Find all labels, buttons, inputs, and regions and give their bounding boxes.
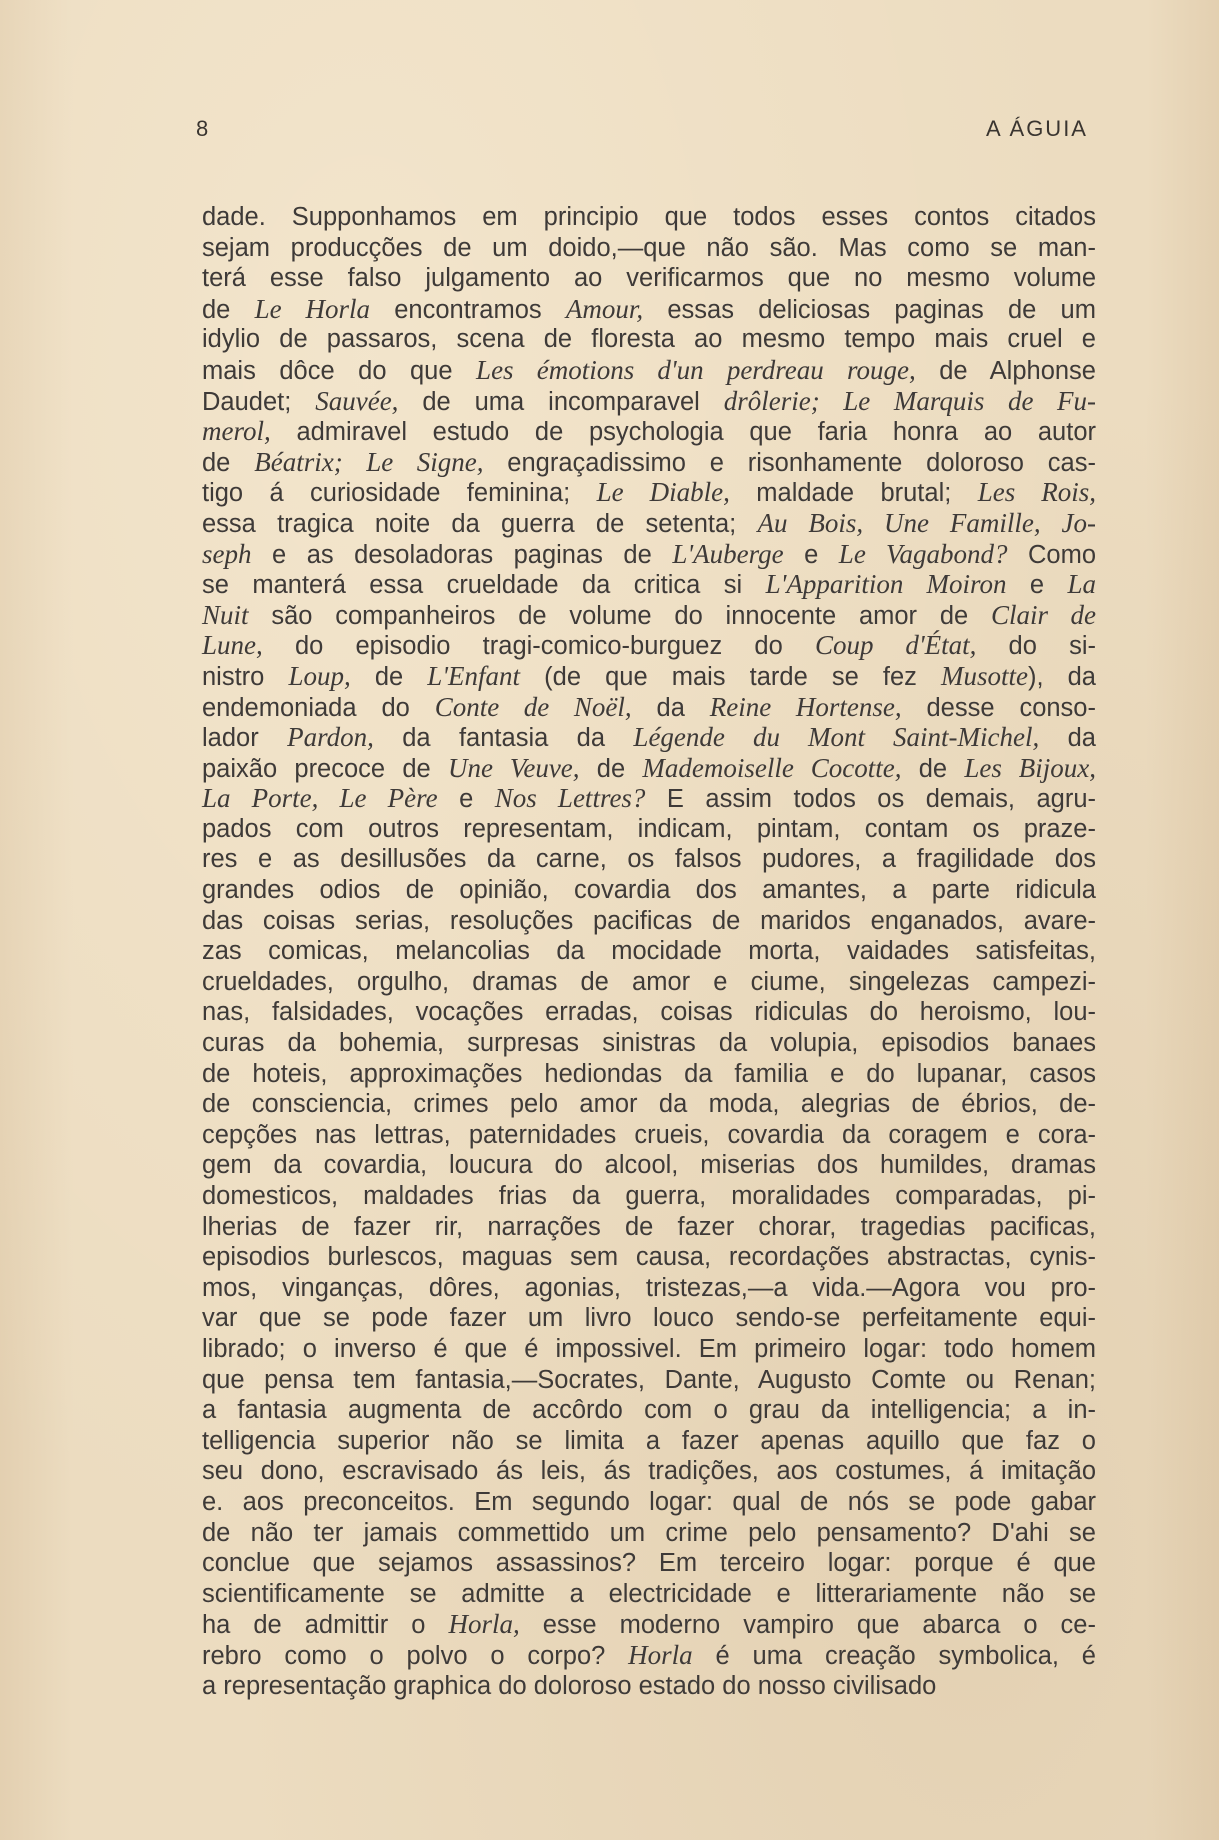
text-run: (de que mais tarde se fez: [520, 662, 941, 691]
text-line: [202, 1548, 1096, 1579]
text-run: de não ter jamais commettido um crime pelo pensamento? D'ahi se: [202, 1518, 1096, 1547]
text-line: [202, 263, 1096, 294]
italic-title: Sauvée,: [315, 385, 399, 416]
text-line: [202, 1365, 1096, 1396]
text-run: librado; o inverso é que é impossivel. Em primeiro logar: todo homem: [202, 1334, 1096, 1363]
text-run: esse moderno vampiro que abarca o ce-: [519, 1611, 1096, 1640]
text-run: lherias de fazer rir, narrações de fazer chorar, tragedias pacificas,: [202, 1212, 1096, 1241]
text-line: [202, 569, 1096, 600]
text-run: seu dono, escravisado ás leis, ás tradições, aos costumes, á imitação: [202, 1457, 1096, 1486]
text-line: [202, 1456, 1096, 1487]
text-run: Como: [1007, 540, 1097, 569]
text-line: [202, 1089, 1096, 1120]
text-run: ), da: [1027, 662, 1096, 691]
italic-title: Le Diable,: [596, 477, 730, 508]
text-line: [202, 630, 1096, 661]
text-line: [202, 1212, 1096, 1243]
text-run: desse conso-: [901, 693, 1096, 722]
text-line: [202, 1426, 1096, 1457]
text-line: [202, 722, 1096, 753]
text-run: E assim todos os demais, agru-: [645, 785, 1097, 814]
text-run: de uma incomparavel: [398, 387, 724, 416]
text-run: de hoteis, approximações hediondas da familia e do lupanar, casos: [202, 1059, 1096, 1088]
text-line: [202, 447, 1096, 478]
text-line: [202, 967, 1096, 998]
italic-title: Les Bijoux,: [964, 752, 1096, 783]
text-line: [202, 997, 1096, 1028]
italic-title: Légende du Mont Saint-Michel,: [633, 722, 1040, 753]
text-run: Daudet;: [202, 387, 316, 416]
italic-title: merol,: [202, 416, 271, 447]
italic-title: Le Vagabond?: [838, 538, 1008, 569]
italic-title: Une Veuve,: [447, 752, 580, 783]
text-line: [202, 600, 1096, 631]
text-run: de Alphonse: [915, 356, 1096, 385]
text-run: telligencia superior não se limita a fazer apenas aquillo que faz o: [202, 1426, 1096, 1455]
text-run: cepções nas lettras, paternidades crueis, covardia da coragem e cora-: [202, 1120, 1096, 1149]
text-run: gem da covardia, loucura do alcool, miserias dos humildes, dramas: [202, 1151, 1096, 1180]
text-run: se manterá essa crueldade da critica si: [202, 571, 766, 600]
text-run: episodios burlescos, maguas sem causa, recordações abstractas, cynis-: [202, 1243, 1096, 1272]
text-run: das coisas serias, resoluções pacificas de maridos enganados, avare-: [202, 906, 1096, 935]
text-line: [202, 1395, 1096, 1426]
text-line: [202, 355, 1096, 386]
text-run: mos, vinganças, dôres, agonias, tristezas,—a vida.—Agora vou pro-: [202, 1273, 1096, 1302]
text-line: [202, 233, 1096, 264]
text-line: [202, 1273, 1096, 1304]
italic-title: L'Enfant: [427, 660, 521, 691]
text-run: domesticos, maldades frias da guerra, moralidades comparadas, pi-: [202, 1182, 1096, 1210]
text-run: a fantasia augmenta de accôrdo com o grau da intelligencia; a in-: [202, 1396, 1096, 1425]
text-run: do episodio tragi-comico-burguez do: [262, 632, 815, 661]
text-line: [202, 539, 1096, 570]
text-line: [202, 661, 1096, 692]
text-run: ha de admittir o: [202, 1611, 449, 1640]
text-line: [202, 1303, 1096, 1334]
text-run: conclue que sejamos assassinos? Em terceiro logar: porque é que: [202, 1549, 1096, 1578]
text-run: essa tragica noite da guerra de setenta;: [202, 509, 758, 538]
italic-title: Horla: [628, 1639, 693, 1670]
italic-title: Coup d'État,: [814, 630, 977, 661]
text-run: dade. Supponhamos em principio que todos esses contos citados: [202, 203, 1096, 231]
text-run: da fantasia da: [373, 724, 634, 753]
italic-title: Clair de: [991, 599, 1096, 630]
italic-title: La: [1067, 569, 1096, 600]
text-line: [202, 1640, 1096, 1671]
text-line: [202, 324, 1096, 355]
text-line: [202, 1671, 1096, 1702]
text-line: [202, 783, 1096, 814]
italic-title: Conte de Noël,: [434, 691, 632, 722]
text-line: [202, 416, 1096, 447]
italic-title: Béatrix; Le Signe,: [254, 446, 484, 477]
text-run: endemoniada do: [202, 693, 435, 722]
text-line: [202, 692, 1096, 723]
text-line: [202, 1181, 1096, 1212]
text-run: zas comicas, melancolias da mocidade morta, vaidades satisfeitas,: [202, 937, 1096, 966]
italic-title: L'Apparition Moiron: [765, 569, 1007, 600]
text-run: sejam producções de um doido,—que não são. Mas como se man-: [202, 233, 1096, 262]
text-run: e: [783, 540, 839, 569]
text-run: curas da bohemia, surpresas sinistras da volupia, episodios banaes: [202, 1029, 1096, 1058]
text-run: scientificamente se admitte a electricidade e litterariamente não se: [202, 1579, 1096, 1608]
text-line: [202, 753, 1096, 784]
italic-title: seph: [202, 538, 252, 569]
body-text: [202, 202, 1096, 1701]
text-run: de: [202, 448, 255, 477]
italic-title: Horla,: [448, 1609, 520, 1640]
italic-title: Amour,: [565, 293, 644, 324]
text-run: essas deliciosas paginas de um: [643, 295, 1096, 324]
text-line: [202, 875, 1096, 906]
text-run: crueldades, orgulho, dramas de amor e ciume, singelezas campezi-: [202, 967, 1096, 996]
italic-title: Mademoiselle Cocotte,: [642, 752, 902, 783]
text-line: [202, 1609, 1096, 1640]
text-run: e: [1006, 571, 1068, 600]
text-run: paixão precoce de: [202, 754, 448, 783]
text-run: a representação graphica do doloroso estado do nosso civilisado: [202, 1671, 937, 1700]
text-run: pados com outros representam, indicam, pintam, contam os praze-: [202, 814, 1096, 843]
text-run: res e as desillusões da carne, os falsos pudores, a fragilidade dos: [202, 845, 1096, 874]
italic-title: drôlerie; Le Marquis de Fu-: [723, 385, 1097, 416]
text-run: rebro como o polvo o corpo?: [202, 1641, 629, 1670]
text-run: de: [202, 295, 255, 324]
italic-title: Nos Lettres?: [494, 783, 646, 814]
text-line: [202, 1487, 1096, 1518]
text-run: de: [350, 662, 428, 691]
text-run: var que se pode fazer um livro louco sendo-se perfeitamente equi-: [202, 1304, 1096, 1333]
italic-title: Nuit: [202, 599, 249, 630]
text-line: [202, 844, 1096, 875]
text-line: [202, 477, 1096, 508]
text-run: do si-: [976, 632, 1096, 661]
text-run: e as desoladoras paginas de: [251, 540, 673, 569]
text-run: admiravel estudo de psychologia que faria honra ao autor: [270, 418, 1096, 447]
text-run: encontramos: [370, 295, 566, 324]
text-run: engraçadissimo e risonhamente doloroso cas-: [483, 448, 1096, 477]
text-run: da: [631, 693, 710, 722]
italic-title: L'Auberge: [672, 538, 784, 569]
page-number: 8: [196, 116, 210, 141]
text-line: [202, 1518, 1096, 1549]
text-run: e. aos preconceitos. Em segundo logar: qual de nós se pode gabar: [202, 1487, 1096, 1516]
text-run: que pensa tem fantasia,—Socrates, Dante, Augusto Comte ou Renan;: [202, 1365, 1096, 1394]
italic-title: Loup,: [288, 660, 351, 691]
text-line: [202, 1242, 1096, 1273]
text-run: lador: [202, 724, 288, 753]
text-line: [202, 1579, 1096, 1610]
text-line: [202, 386, 1096, 417]
text-line: [202, 936, 1096, 967]
text-run: e: [437, 785, 495, 814]
text-run: de: [901, 754, 965, 783]
text-line: [202, 906, 1096, 937]
italic-title: La Porte, Le Père: [202, 783, 438, 814]
text-run: de consciencia, crimes pelo amor da moda, alegrias de ébrios, de-: [202, 1090, 1096, 1119]
text-line: [202, 1059, 1096, 1090]
text-line: [202, 294, 1096, 325]
italic-title: Musotte: [940, 660, 1028, 691]
text-run: grandes odios de opinião, covardia dos amantes, a parte ridicula: [202, 876, 1096, 905]
text-line: [202, 508, 1096, 539]
text-run: nistro: [202, 662, 289, 691]
italic-title: Pardon,: [287, 722, 374, 753]
italic-title: Reine Hortense,: [709, 691, 902, 722]
text-run: é uma creação symbolica, é: [692, 1641, 1096, 1670]
italic-title: Lune,: [202, 630, 263, 661]
text-run: tigo á curiosidade feminina;: [202, 479, 597, 508]
italic-title: Les Rois,: [977, 477, 1096, 508]
italic-title: Au Bois, Une Famille, Jo-: [757, 507, 1096, 538]
text-line: [202, 1028, 1096, 1059]
text-run: maldade brutal;: [729, 479, 978, 508]
text-line: [202, 1334, 1096, 1365]
text-line: [202, 1120, 1096, 1151]
italic-title: Le Horla: [254, 293, 370, 324]
text-run: nas, falsidades, vocações erradas, coisas ridiculas do heroismo, lou-: [202, 998, 1096, 1027]
text-run: são companheiros de volume do innocente amor de: [248, 601, 992, 630]
text-run: idylio de passaros, scena de floresta ao mesmo tempo mais cruel e: [202, 325, 1096, 354]
text-run: mais dôce do que: [202, 356, 477, 385]
running-title: A ÁGUIA: [985, 116, 1088, 141]
text-line: [202, 814, 1096, 845]
text-line: [202, 202, 1096, 233]
text-run: terá esse falso julgamento ao verificarmos que no mesmo volume: [202, 264, 1096, 293]
text-run: de: [579, 754, 643, 783]
text-line: [202, 1150, 1096, 1181]
text-run: da: [1039, 724, 1096, 753]
italic-title: Les émotions d'un perdreau rouge,: [476, 354, 916, 385]
